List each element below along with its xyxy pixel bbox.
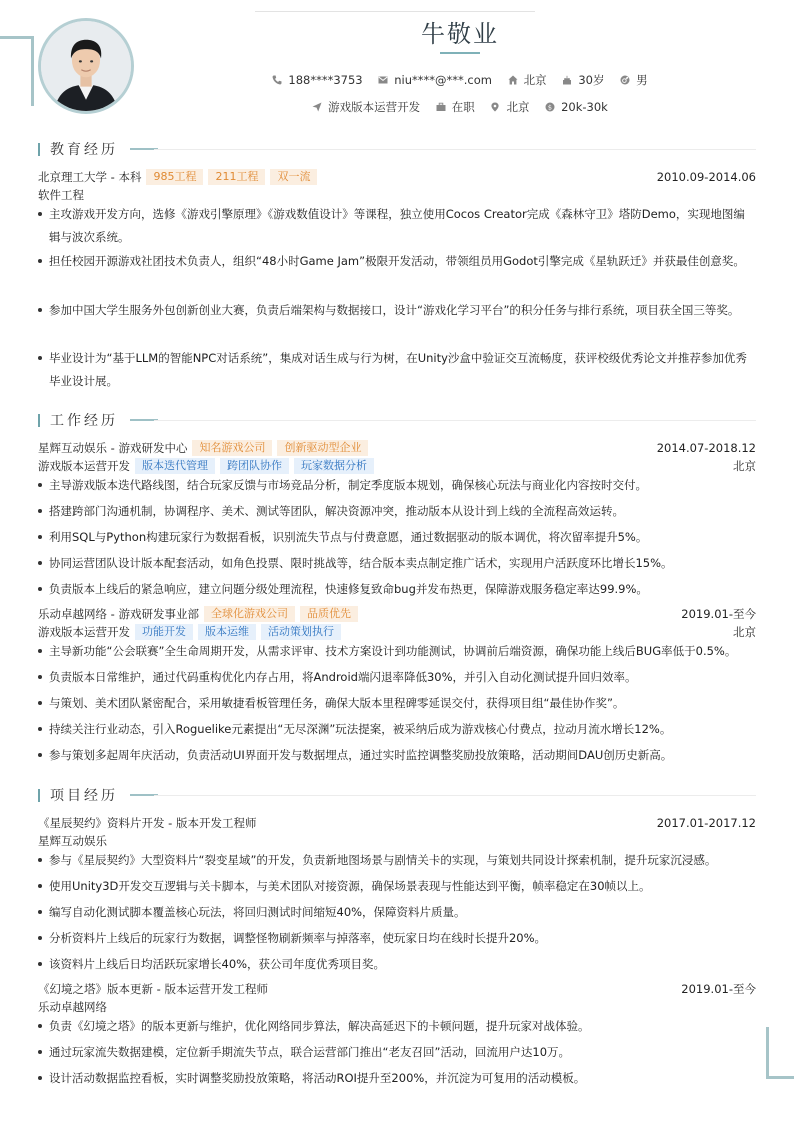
job-intent-row: [0, 99, 794, 115]
work-bullet: [38, 744, 756, 767]
project-name: 《星辰契约》资料片开发 - 版本开发工程师: [38, 816, 257, 830]
email-text: niu****@***.com: [394, 73, 492, 87]
money-icon: [545, 102, 555, 112]
section-line: [154, 420, 756, 421]
project-date: 2019.01-至今: [681, 982, 756, 996]
bullet-dot: [38, 727, 42, 731]
bullet-text: 负责版本日常维护，通过代码重构优化内存占用，将Android端闪退率降低30%，并引入自动化测试提升回归效率。: [49, 670, 637, 684]
gender-item: [620, 72, 648, 88]
bullet-text: 使用Unity3D开发交互逻辑与关卡脚本，与美术团队对接资源，确保场景表现与性能达到平衡，帧率稳定在30帧以上。: [49, 879, 651, 893]
company-tag: 品质优先: [300, 606, 358, 622]
school-name: 北京理工大学 - 本科: [38, 170, 142, 184]
major-row: [38, 186, 756, 204]
status-item: [436, 99, 475, 115]
project-header-row: [38, 980, 756, 998]
education-section-title: [38, 141, 158, 157]
briefcase-icon: [436, 102, 446, 112]
school-tag: 双一流: [270, 169, 317, 185]
role-tag: 活动策划执行: [261, 624, 341, 640]
job-role-row: [38, 457, 756, 475]
bullet-text: 持续关注行业动态，引入Roguelike元素提出“无尽深渊”玩法提案，被采纳后成为游戏核心付费点，拉动月流水增长12%。: [49, 722, 672, 736]
project-company: 星辉互动娱乐: [38, 834, 107, 848]
salary-item: [545, 100, 608, 114]
projects-section-title: [38, 787, 158, 803]
project-bullet: [38, 1041, 756, 1064]
project-name: 《幻境之塔》版本更新 - 版本运营开发工程师: [38, 982, 268, 996]
bullet-text: 主攻游戏开发方向，选修《游戏引擎原理》《游戏数值设计》等课程，独立使用Cocos Creator完成《森林守卫》塔防Demo，实现地图编辑与波次系统。: [49, 207, 745, 244]
bullet-dot: [38, 1024, 42, 1028]
section-line: [154, 795, 756, 796]
project-company: 乐动卓越网络: [38, 1000, 107, 1014]
bullet-dot: [38, 356, 42, 360]
education-bullet: [38, 347, 756, 393]
school-tag: 985工程: [146, 169, 203, 185]
bullet-text: 搭建跨部门沟通机制，协调程序、美术、测试等团队，解决资源冲突，推动版本从设计到上线的全流程高效运转。: [49, 504, 624, 518]
bullet-text: 担任校园开源游戏社团技术负责人，组织“48小时Game Jam”极限开发活动，带领组员用Godot引擎完成《星轨跃迁》并获最佳创意奖。: [49, 254, 745, 268]
section-bar: [38, 143, 40, 156]
bullet-text: 毕业设计为“基于LLM的智能NPC对话系统”，集成对话生成与行为树，在Unity沙盒中验证交互流畅度，获评校级优秀论文并推荐参加优秀毕业设计展。: [49, 351, 747, 388]
gender-icon: [620, 75, 630, 85]
projects-title-text: 项目经历: [50, 788, 118, 804]
home-icon: [508, 75, 518, 85]
phone-icon: [272, 75, 282, 85]
job-role-row: [38, 623, 756, 641]
work-bullet: [38, 526, 756, 549]
bullet-dot: [38, 509, 42, 513]
role-tag: 跨团队协作: [220, 458, 289, 474]
education-title-text: 教育经历: [50, 142, 118, 158]
work-bullet: [38, 552, 756, 575]
education-header-row: [38, 168, 756, 186]
svg-text:$: $: [548, 103, 553, 112]
project-bullet: [38, 875, 756, 898]
bullet-text: 参与《星辰契约》大型资料片“裂变星域”的开发，负责新地图场景与剧情关卡的实现，与策划共同设计探索机制，提升玩家沉浸感。: [49, 853, 717, 867]
phone-item: [272, 73, 362, 87]
education-bullet: [38, 250, 756, 273]
corner-decoration-bottom-right: [766, 1027, 794, 1079]
location-icon: [490, 102, 500, 112]
company-tag: 创新驱动型企业: [277, 440, 368, 456]
project-company-row: [38, 832, 756, 850]
bullet-text: 与策划、美术团队紧密配合，采用敏捷看板管理任务，确保大版本里程碑零延误交付，获得项目组“最佳协作奖”。: [49, 696, 625, 710]
bullet-text: 参与策划多起周年庆活动，负责活动UI界面开发与数据埋点，通过实时监控调整奖励投放策略，活动期间DAU创历史新高。: [49, 748, 673, 762]
candidate-name: 牛敬业: [421, 20, 499, 48]
age-item: [562, 72, 604, 88]
education-bullet: [38, 203, 756, 249]
mail-icon: [378, 75, 388, 85]
status-text: 在职: [451, 100, 475, 114]
bullet-text: 参加中国大学生服务外包创新创业大赛，负责后端架构与数据接口，设计“游戏化学习平台”的积分任务与排行系统，项目获全国三等奖。: [49, 303, 740, 317]
bullet-dot: [38, 1050, 42, 1054]
role-tag: 版本运维: [198, 624, 256, 640]
bullet-text: 主导游戏版本迭代路线图，结合玩家反馈与市场竞品分析，制定季度版本规划，确保核心玩法与商业化内容按时交付。: [49, 478, 647, 492]
work-section-title: [38, 412, 158, 428]
target-city-text: 北京: [506, 100, 530, 114]
role-tag: 玩家数据分析: [294, 458, 374, 474]
bullet-text: 利用SQL与Python构建玩家行为数据看板，识别流失节点与付费意愿，通过数据驱动的版本调优，将次留率提升5%。: [49, 530, 648, 544]
target-city-item: [490, 99, 529, 115]
bullet-dot: [38, 212, 42, 216]
bullet-dot: [38, 308, 42, 312]
salary-text: 20k-30k: [561, 100, 608, 114]
work-bullet: [38, 578, 756, 601]
bullet-dot: [38, 884, 42, 888]
job-location: 北京: [733, 625, 756, 639]
role-tag: 功能开发: [135, 624, 193, 640]
job-header-row: [38, 605, 756, 623]
job-location: 北京: [733, 459, 756, 473]
name-underline: [440, 52, 480, 54]
bullet-text: 通过玩家流失数据建模，定位新手期流失节点，联合运营部门推出“老友召回”活动，回流用户达10万。: [49, 1045, 571, 1059]
work-bullet: [38, 500, 756, 523]
target-job-item: [312, 99, 420, 115]
job-date: 2014.07-2018.12: [656, 441, 756, 455]
bullet-text: 分析资料片上线后的玩家行为数据，调整怪物刷新频率与掉落率，使玩家日均在线时长提升20%。: [49, 931, 547, 945]
bullet-dot: [38, 753, 42, 757]
bullet-dot: [38, 910, 42, 914]
work-bullet: [38, 692, 756, 715]
school-tag: 211工程: [208, 169, 265, 185]
section-line: [154, 149, 756, 150]
bullet-dot: [38, 701, 42, 705]
project-bullet: [38, 849, 756, 872]
bullet-dot: [38, 936, 42, 940]
job-role: 游戏版本运营开发: [38, 625, 130, 639]
work-bullet: [38, 474, 756, 497]
company-name: 星辉互动娱乐 - 游戏研发中心: [38, 441, 188, 455]
project-bullet: [38, 1067, 756, 1090]
work-bullet: [38, 666, 756, 689]
section-bar: [38, 414, 40, 427]
bullet-dot: [38, 962, 42, 966]
header-top-line: [255, 11, 535, 12]
company-tag: 全球化游戏公司: [204, 606, 295, 622]
work-bullet: [38, 640, 756, 663]
bullet-dot: [38, 675, 42, 679]
bullet-text: 该资料片上线后日均活跃玩家增长40%，获公司年度优秀项目奖。: [49, 957, 386, 971]
bullet-text: 编写自动化测试脚本覆盖核心玩法，将回归测试时间缩短40%，保障资料片质量。: [49, 905, 466, 919]
bullet-dot: [38, 858, 42, 862]
bullet-dot: [38, 1076, 42, 1080]
bullet-dot: [38, 259, 42, 263]
send-icon: [312, 102, 322, 112]
bullet-dot: [38, 535, 42, 539]
job-header-row: [38, 439, 756, 457]
bullet-text: 主导新功能“公会联赛”全生命周期开发，从需求评审、技术方案设计到功能测试，协调前后端资源，确保功能上线后BUG率低于0.5%。: [49, 644, 737, 658]
job-date: 2019.01-至今: [681, 607, 756, 621]
phone-text: 188****3753: [288, 73, 363, 87]
bullet-text: 协同运营团队设计版本配套活动，如角色投票、限时挑战等，结合版本卖点制定推广话术，实现用户活跃度环比增长15%。: [49, 556, 673, 570]
bullet-dot: [38, 483, 42, 487]
job-role: 游戏版本运营开发: [38, 459, 130, 473]
work-title-text: 工作经历: [50, 413, 118, 429]
company-tag: 知名游戏公司: [192, 440, 272, 456]
bullet-text: 负责《幻境之塔》的版本更新与维护，优化网络同步算法，解决高延迟下的卡顿问题，提升玩家对战体验。: [49, 1019, 590, 1033]
project-date: 2017.01-2017.12: [656, 816, 756, 830]
education-bullet: [38, 299, 756, 322]
target-job-text: 游戏版本运营开发: [328, 100, 421, 114]
project-bullet: [38, 953, 756, 976]
bullet-dot: [38, 587, 42, 591]
project-company-row: [38, 998, 756, 1016]
gender-text: 男: [636, 73, 648, 87]
bullet-dot: [38, 561, 42, 565]
project-bullet: [38, 927, 756, 950]
bullet-dot: [38, 649, 42, 653]
project-bullet: [38, 901, 756, 924]
cake-icon: [562, 75, 572, 85]
contact-info-row: [0, 72, 794, 88]
bullet-text: 设计活动数据监控看板，实时调整奖励投放策略，将活动ROI提升至200%，并沉淀为可复用的活动模板。: [49, 1071, 586, 1085]
section-bar: [38, 789, 40, 802]
project-header-row: [38, 814, 756, 832]
bullet-text: 负责版本上线后的紧急响应，建立问题分级处理流程，快速修复致命bug并发布热更，保障游戏服务稳定率达99.9%。: [49, 582, 648, 596]
company-name: 乐动卓越网络 - 游戏研发事业部: [38, 607, 199, 621]
work-bullet: [38, 718, 756, 741]
major-name: 软件工程: [38, 188, 84, 202]
role-tag: 版本迭代管理: [135, 458, 215, 474]
age-text: 30岁: [578, 73, 605, 87]
project-bullet: [38, 1015, 756, 1038]
city-text: 北京: [523, 73, 547, 87]
email-item: [378, 73, 492, 87]
education-date: 2010.09-2014.06: [656, 170, 756, 184]
city-item: [508, 72, 547, 88]
